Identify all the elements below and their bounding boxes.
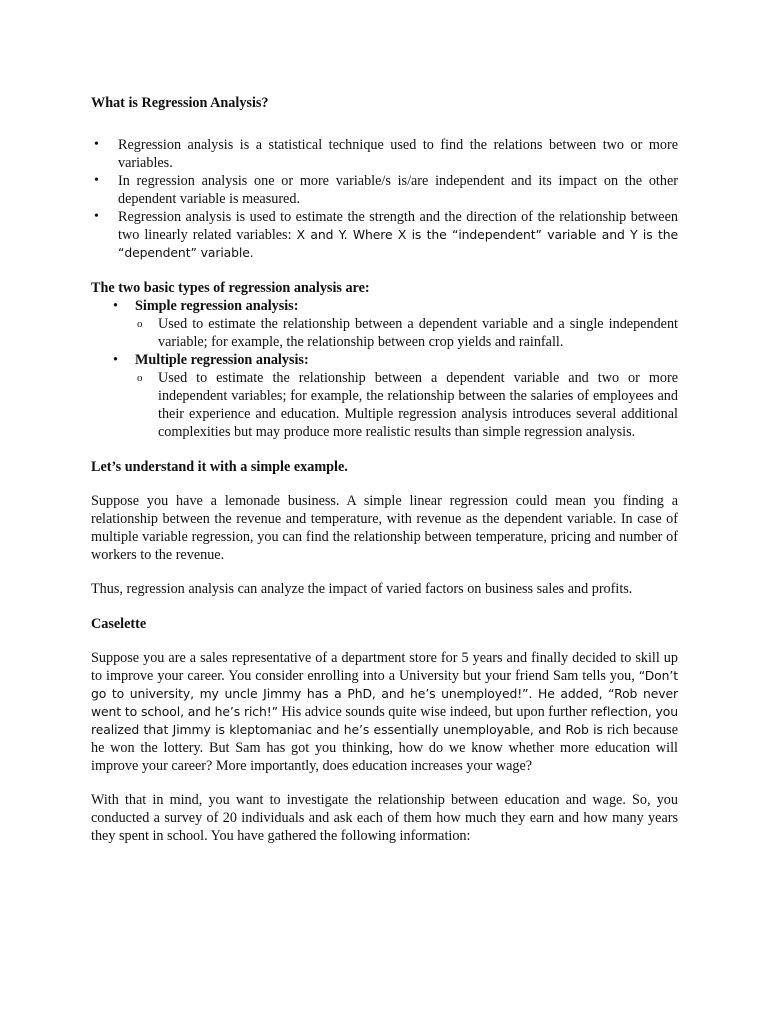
definition-item-3	[91, 208, 678, 262]
section-title-caselette: Caselette	[91, 616, 147, 632]
definition-list	[91, 136, 678, 262]
circle-bullet-icon: o	[137, 318, 143, 330]
bullet-icon: •	[113, 298, 118, 314]
section-title-regression: What is Regression Analysis?	[91, 95, 269, 111]
definition-item-2	[91, 172, 678, 208]
definition-text-2: In regression analysis one or more variable/s is/are independent and its impact on the other dependent variable is measured.	[118, 173, 678, 207]
caselette-quote: “Don’t go to university, my uncle Jimmy has a PhD, and he’s unemployed!”. He added, “Rob never went to school, and he’s rich!”	[91, 668, 679, 719]
type-desc-multiple: Used to estimate the relationship between a dependent variable and two or more independent variables; for example, the relationship between the salaries of employees and their experience and education. Multiple regression analysis introduces several additional complexities but may produce more realistic results than simple regression analysis.	[158, 370, 678, 440]
type-item-multiple	[91, 351, 678, 441]
types-list	[91, 297, 678, 441]
caselette-text-a: Suppose you are a sales representative of a department store for 5 years and finally decided to skill up to improve your career. You consider enrolling into a University but your friend Sam tells you,	[91, 650, 678, 684]
definition-text-3: Regression analysis is used to estimate the strength and the direction of the relationship between two linearly related variables:	[118, 209, 678, 243]
type-item-simple	[91, 297, 678, 351]
circle-bullet-icon: o	[137, 372, 143, 384]
definition-item-1	[91, 136, 678, 172]
bullet-icon: •	[113, 352, 118, 368]
section-title-types: The two basic types of regression analysis are:	[91, 280, 370, 296]
bullet-icon: •	[94, 137, 99, 152]
caselette-text-c: His advice sounds quite wise indeed, but upon further	[277, 704, 587, 720]
caselette-paragraph-1	[91, 649, 678, 775]
caselette-text-e: rich because he won the lottery. But Sam has got you thinking, how do we know whether more education will improve your career? More importantly, does education increases your wage?	[91, 722, 678, 774]
type-desc-simple: Used to estimate the relationship between a dependent variable and a single independent variable; for example, the relationship between crop yields and rainfall.	[158, 316, 678, 350]
definition-text-1: Regression analysis is a statistical technique used to find the relations between two or more variables.	[118, 137, 678, 171]
type-label-simple: Simple regression analysis:	[135, 298, 299, 314]
example-paragraph-2: Thus, regression analysis can analyze the impact of varied factors on business sales and profits.	[91, 581, 633, 597]
type-sublist-simple	[135, 315, 678, 351]
document-page	[91, 94, 678, 845]
type-sublist-multiple	[135, 369, 678, 441]
caselette-reflection: reflection, you realized that Jimmy is kleptomaniac and he’s essentially unemployable, and Rob is	[91, 704, 679, 737]
example-paragraph-1: Suppose you have a lemonade business. A simple linear regression could mean you finding a relationship between the revenue and temperature, with revenue as the dependent variable. In case of multiple variable regression, you can find the relationship between temperature, pricing and number of workers to the revenue.	[91, 493, 678, 563]
bullet-icon: •	[94, 173, 99, 188]
definition-text-3-variables: X and Y. Where X is the “independent” variable and Y is the “dependent” variable.	[118, 227, 679, 260]
caselette-paragraph-2: With that in mind, you want to investigate the relationship between education and wage. So, you conducted a survey of 20 individuals and ask each of them how much they earn and how many years they spent in school. You have gathered the following information:	[91, 792, 678, 844]
type-desc-item-multiple	[135, 369, 678, 441]
section-title-example: Let’s understand it with a simple example.	[91, 459, 348, 475]
type-label-multiple: Multiple regression analysis:	[135, 352, 309, 368]
bullet-icon: •	[94, 209, 99, 224]
type-desc-item-simple	[135, 315, 678, 351]
